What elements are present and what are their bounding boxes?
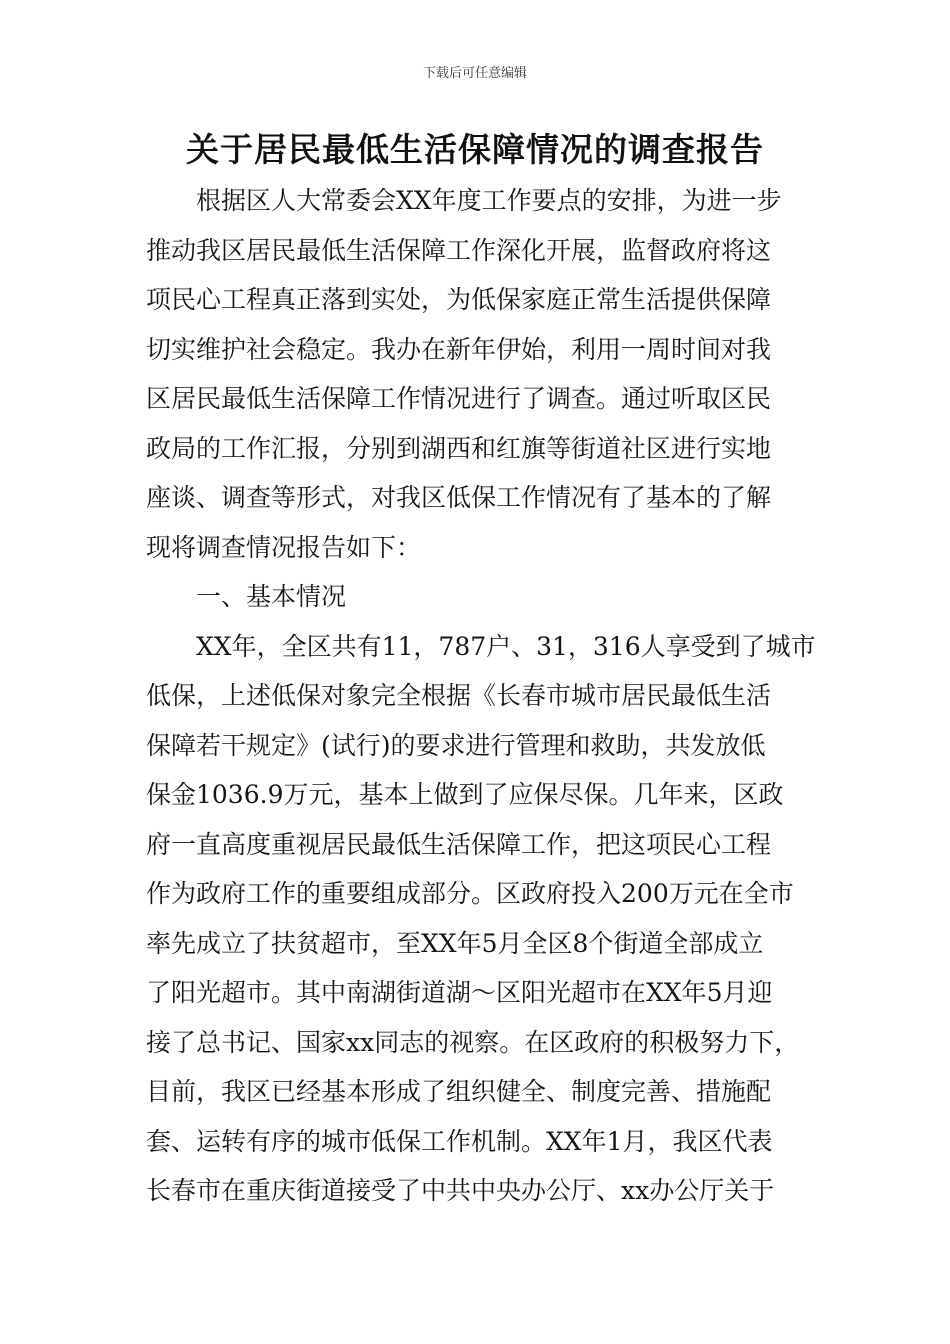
body-line: 率先成立了扶贫超市，至XX年5月全区8个街道全部成立	[146, 928, 764, 958]
body-line: 根据区人大常委会XX年度工作要点的安排，为进一步	[196, 186, 782, 215]
body-line: 作为政府工作的重要组成部分。区政府投入200万元在全市	[146, 879, 794, 908]
body-line: 保障若干规定》(试行)的要求进行管理和救助，共发放低	[146, 730, 766, 760]
header-note: 下载后可任意编辑	[422, 66, 527, 81]
body-line: XX年，全区共有11，787户、31，316人享受到了城市	[196, 631, 816, 661]
body-line: 项民心工程真正落到实处，为低保家庭正常生活提供保障	[146, 285, 772, 314]
body-line: 低保，上述低保对象完全根据《长春市城市居民最低生活	[146, 681, 772, 710]
body-line: 保金1036.9万元，基本上做到了应保尽保。几年来，区政	[146, 780, 784, 809]
body-line: 长春市在重庆街道接受了中共中央办公厅、xx办公厅关于	[146, 1176, 775, 1205]
document-title: 关于居民最低生活保障情况的调查报告	[186, 130, 764, 169]
body-line: 切实维护社会稳定。我办在新年伊始，利用一周时间对我	[146, 334, 772, 364]
body-line: 了阳光超市。其中南湖街道湖～区阳光超市在XX年5月迎	[146, 978, 773, 1007]
body-line: 套、运转有序的城市低保工作机制。XX年1月，我区代表	[146, 1126, 773, 1156]
body-line: 一、基本情况	[196, 582, 347, 611]
body-line: 区居民最低生活保障工作情况进行了调查。通过听取区民	[146, 384, 772, 413]
document-body	[146, 176, 826, 1216]
body-line: 政局的工作汇报，分别到湖西和红旗等街道社区进行实地	[146, 433, 772, 463]
body-line: 现将调查情况报告如下：	[146, 532, 422, 562]
body-line: 接了总书记、国家xx同志的视察。在区政府的积极努力下，	[146, 1027, 800, 1057]
body-line: 座谈、调查等形式，对我区低保工作情况有了基本的了解	[146, 483, 772, 512]
body-line: 推动我区居民最低生活保障工作深化开展，监督政府将这	[146, 235, 772, 265]
body-line: 府一直高度重视居民最低生活保障工作，把这项民心工程	[146, 829, 772, 859]
body-line: 目前，我区已经基本形成了组织健全、制度完善、措施配	[146, 1077, 772, 1106]
